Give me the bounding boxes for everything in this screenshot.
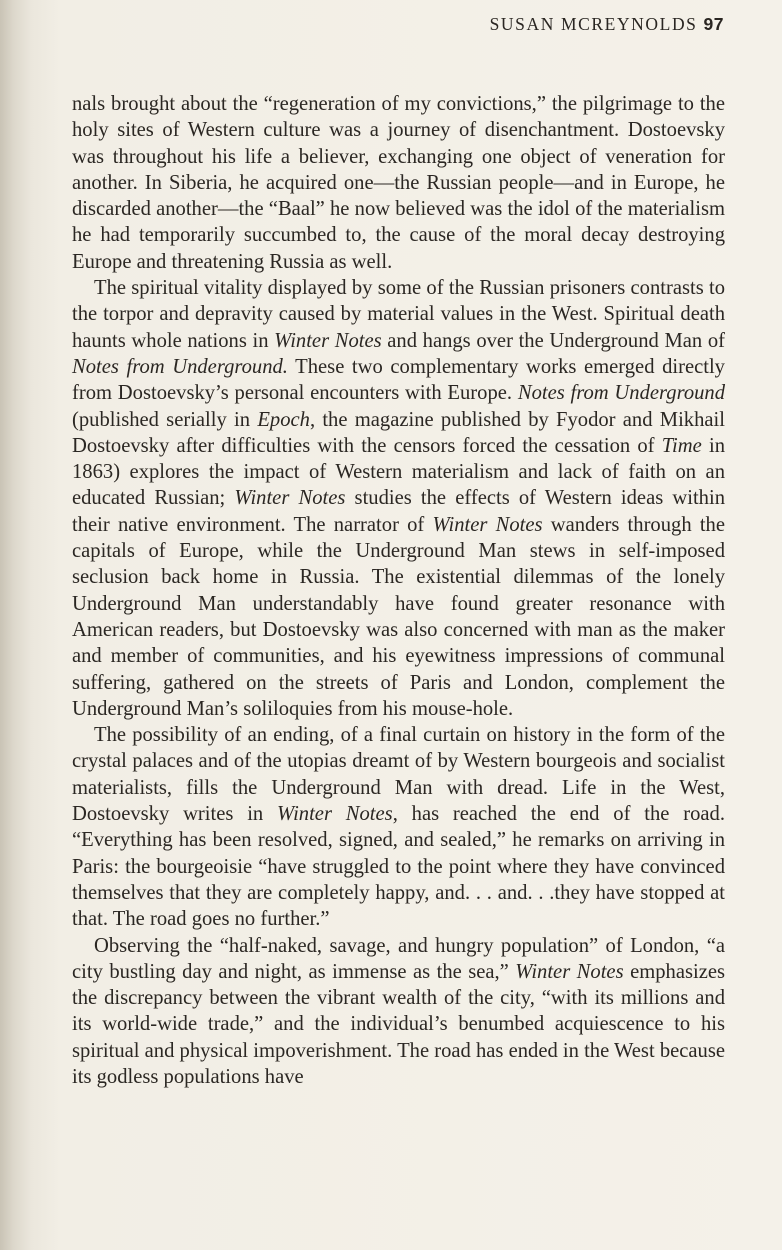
text-run: Observing the “half-naked, savage, and hungry population” of London, “a city bustling day and night, as immense as the sea,” — [72, 934, 725, 983]
text-run: and hangs over the Underground Man of — [381, 329, 725, 352]
header-author: SUSAN MCREYNOLDS — [489, 14, 698, 34]
text-run: These two complementary works emerged directly from Dostoevsky’s personal encounters with Europe. — [72, 355, 725, 405]
body-text — [72, 91, 725, 1090]
paragraph-2 — [72, 275, 725, 722]
text-run: emphasizes the discrepancy between the vibrant wealth of the city, “with its millions and its world-wide trade,” and the individual’s benumbed acquiescence to his spiritual and physical impoverishment. The road has ended in the West because its godless populations have — [72, 960, 725, 1088]
italic-title: Time — [661, 434, 702, 457]
italic-title: Winter Notes — [515, 960, 624, 983]
text-run: studies the effects of Western ideas within their native environment. The narrator of — [72, 487, 725, 536]
paragraph-4 — [72, 933, 725, 1091]
text-run: nals brought about the “regeneration of my convictions,” the pilgrimage to the holy sites of Western culture was a journey of disenchantment. Dostoevsky was throughout his life a believer, exchanging one object of veneration for another. In Siberia, he acquired one—the Russian people—and in Europe, he discarded another—the “Baal” he now believed was the idol of the materialism he had temporarily succumbed to, the cause of the moral decay destroying Europe and threatening Russia as well. — [72, 93, 725, 273]
paragraph-3 — [72, 722, 725, 932]
italic-title: Winter Notes — [234, 487, 346, 510]
italic-title: Notes from Underground — [517, 382, 726, 405]
italic-title: Winter Notes — [274, 329, 382, 352]
page-number: 97 — [703, 14, 724, 34]
text-run: , has reached the end of the road. “Everything has been resolved, signed, and sealed,” he remarks on arriving in Paris: the bourgeoisie “have struggled to the point where they have convinced themselves that they are completely happy, and. . . and. . .they have stopped at that. The road goes no further.” — [72, 803, 725, 931]
text-run: The spiritual vitality displayed by some of the Russian prisoners contrasts to the torpor and depravity caused by material values in the West. Spiritual death haunts whole nations in — [72, 277, 725, 352]
running-header — [490, 14, 724, 35]
text-run: in 1863) explores the impact of Western materialism and lack of faith on an educated Russian; — [72, 434, 725, 510]
italic-title: Epoch — [257, 408, 310, 431]
text-run: (published serially in — [72, 408, 258, 431]
italic-title: Winter Notes — [277, 803, 393, 826]
italic-title: Notes from Underground. — [72, 355, 288, 378]
text-run: , the magazine published by Fyodor and Mikhail Dostoevsky after difficulties with the censors forced the cessation of — [72, 408, 725, 457]
italic-title: Winter Notes — [432, 513, 543, 536]
paragraph-1 — [72, 91, 725, 275]
text-run: wanders through the capitals of Europe, while the Underground Man stews in self-imposed seclusion back home in Russia. The existential dilemmas of the lonely Underground Man understandably have found greater resonance with American readers, but Dostoevsky was also concerned with man as the maker and member of communities, and his eyewitness impressions of communal suffering, gathered on the streets of Paris and London, complement the Underground Man’s soliloquies from his mouse-hole. — [72, 513, 725, 720]
text-run: The possibility of an ending, of a final curtain on history in the form of the crystal palaces and of the utopias dreamt of by Western bourgeois and socialist materialists, fills the Underground Man with dread. Life in the West, Dostoevsky writes in — [72, 724, 725, 826]
